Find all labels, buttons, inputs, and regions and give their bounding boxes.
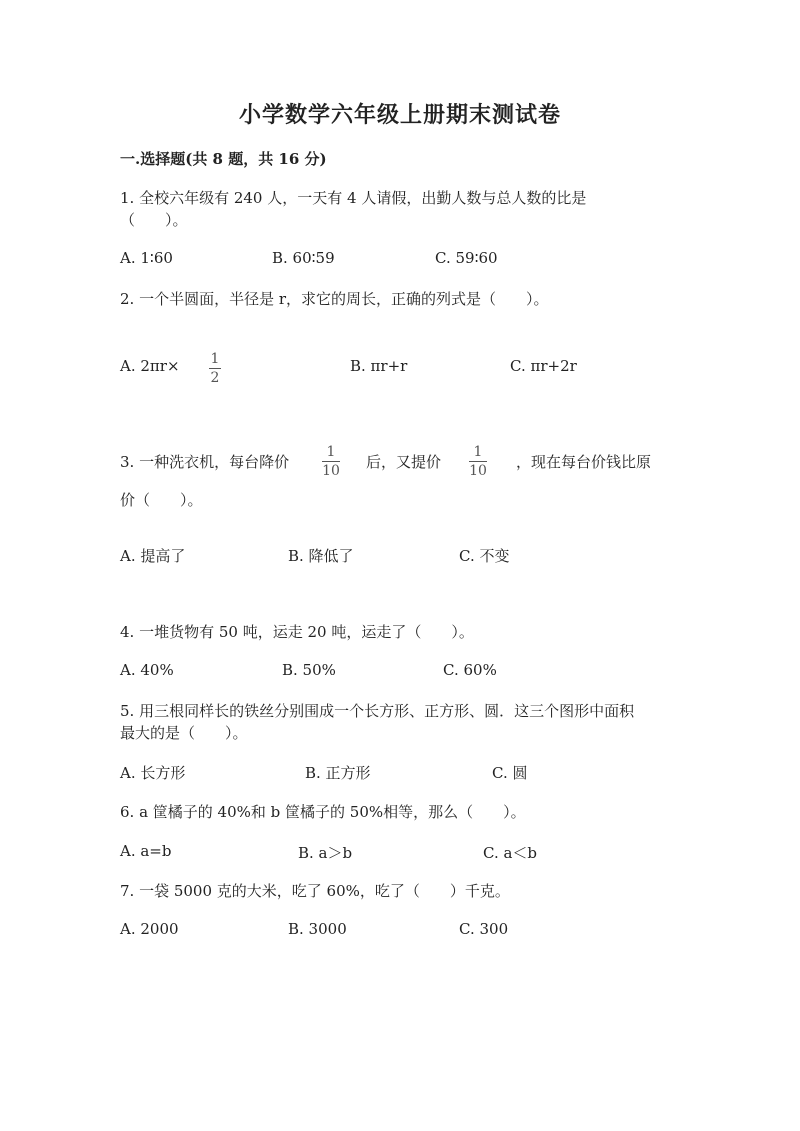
question-3-text-part3: ，现在每台价钱比原: [516, 453, 652, 471]
question-5-text-line1: 5. 用三根同样长的铁丝分别围成一个长方形、正方形、圆．这三个图形中面积: [120, 702, 635, 720]
question-5-option-a: A. 长方形: [120, 764, 186, 782]
question-3-text-part1: 3. 一种洗衣机，每台降价: [120, 453, 290, 471]
fraction-bar: [469, 461, 487, 462]
question-3-option-a: A. 提高了: [120, 547, 186, 565]
question-6-option-a: A. a=b: [120, 842, 172, 860]
question-5-option-b: B. 正方形: [305, 764, 371, 782]
question-6-text: 6. a 筐橘子的 40%和 b 筐橘子的 50%相等，那么（ ）。: [120, 803, 526, 821]
question-1-text-line2: （ ）。: [120, 211, 188, 229]
question-4-text: 4. 一堆货物有 50 吨，运走 20 吨，运走了（ ）。: [120, 623, 474, 641]
question-7-option-a: A. 2000: [120, 920, 179, 938]
question-1-text-line1: 1. 全校六年级有 240 人，一天有 4 人请假，出勤人数与总人数的比是: [120, 189, 587, 207]
question-7-text: 7. 一袋 5000 克的大米，吃了 60%，吃了（ ）千克。: [120, 882, 510, 900]
question-6-option-b: B. a＞b: [298, 844, 353, 862]
fraction-numerator: 1: [210, 351, 220, 367]
question-5-option-c: C. 圆: [492, 764, 528, 782]
fraction-numerator: 1: [326, 444, 336, 460]
question-4-option-c: C. 60%: [443, 661, 497, 679]
question-3-text-line2: 价（ ）。: [120, 491, 203, 509]
question-2-option-b: B. πr+r: [350, 357, 408, 375]
question-7-option-c: C. 300: [459, 920, 509, 938]
question-4-option-a: A. 40%: [120, 661, 174, 679]
question-3-fraction-2: [469, 444, 487, 479]
question-5-text-line2: 最大的是（ ）。: [120, 724, 248, 742]
fraction-numerator: 1: [473, 444, 483, 460]
question-1-option-a: A. 1∶60: [120, 249, 173, 267]
question-2-fraction: [209, 351, 221, 386]
fraction-denominator: 2: [210, 370, 220, 386]
fraction-bar: [209, 368, 221, 369]
question-2-text: 2. 一个半圆面，半径是 r，求它的周长，正确的列式是（ ）。: [120, 290, 549, 308]
question-1-option-b: B. 60∶59: [272, 249, 335, 267]
fraction-denominator: 10: [469, 463, 487, 479]
page-title: 小学数学六年级上册期末测试卷: [238, 102, 561, 128]
question-2-option-c: C. πr+2r: [510, 357, 577, 375]
question-3-option-c: C. 不变: [459, 547, 510, 565]
fraction-bar: [322, 461, 340, 462]
question-3-fraction-1: [322, 444, 340, 479]
question-4-option-b: B. 50%: [282, 661, 336, 679]
question-3-text-part2: 后，又提价: [366, 453, 442, 471]
question-2-option-a: A. 2πr×: [120, 357, 180, 375]
question-7-option-b: B. 3000: [288, 920, 347, 938]
section-heading: 一.选择题(共 8 题，共 16 分): [120, 150, 327, 168]
fraction-denominator: 10: [322, 463, 340, 479]
question-6-option-c: C. a＜b: [483, 844, 538, 862]
question-1-option-c: C. 59∶60: [435, 249, 498, 267]
question-3-option-b: B. 降低了: [288, 547, 354, 565]
